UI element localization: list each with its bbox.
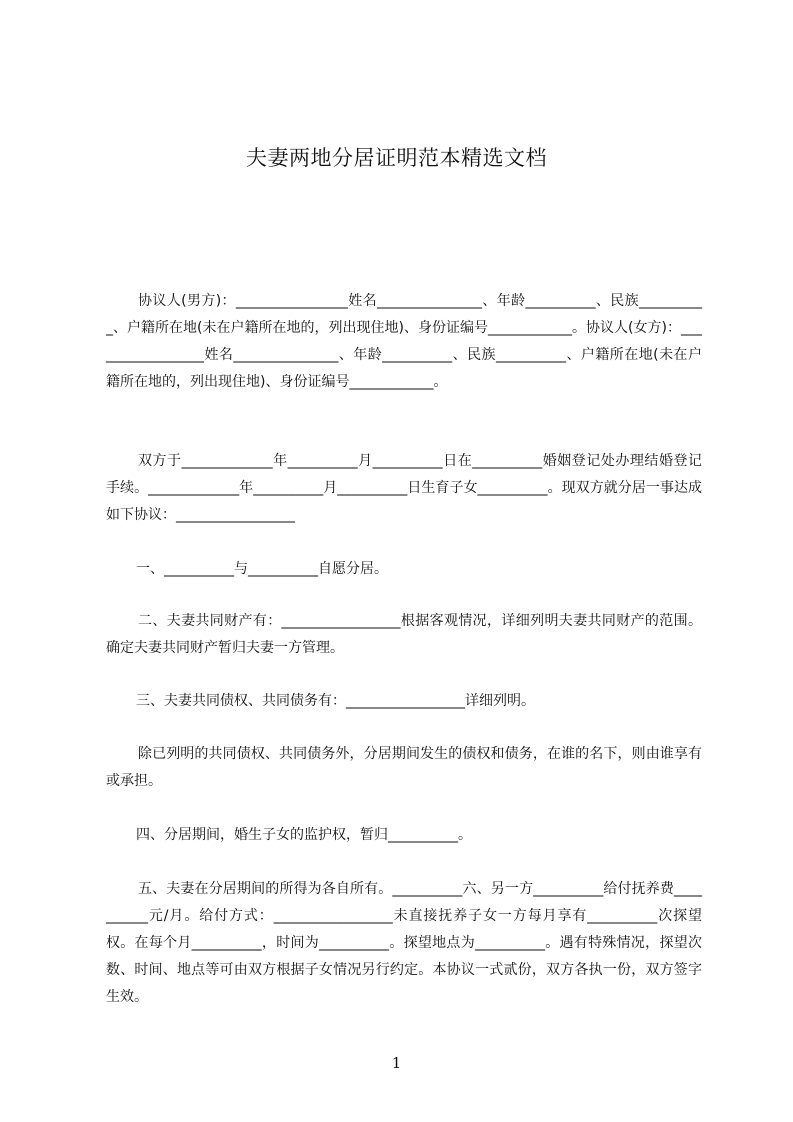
page-number: 1 bbox=[391, 1054, 402, 1072]
paragraph-clause-5: 五、夫妻在分居期间的所得为各自所有。__________六、另一方__________给付抚养费__________元/月。给付方式：_________________未直接抚养子女一方每月享有__________次探望权。在每个月__________，时间为__________。探望地点为__________。遇有特殊情况，探望次数、时间、地点等可由双方根据子女情况另行约定。本协议一式贰份，双方各执一份，双方签字生效。 bbox=[106, 881, 702, 1005]
paragraph-debts: 除已列明的共同债权、共同债务外，分居期间发生的债权和债务，在谁的名下，则由谁享有或承担。 bbox=[106, 746, 702, 789]
document-title: 夫妻两地分居证明范本精选文档 bbox=[246, 146, 547, 170]
paragraph-parties: 协议人(男方)：________________姓名_______________、年龄__________、民族__________、户籍所在地(未在户籍所在地的，列出现住地)、身份证编号____________。协议人(女方)：_________________姓名_______________、年龄__________、民族__________、户籍所在地(未在户籍所在地的，列出现住地)、身份证编号____________。 bbox=[106, 293, 702, 390]
paragraph-clause-4: 四、分居期间，婚生子女的监护权，暂归__________。 bbox=[136, 827, 472, 843]
paragraph-clause-3: 三、夫妻共同债权、共同债务有：_________________详细列明。 bbox=[136, 693, 535, 709]
paragraph-marriage-registration: 双方于_____________年__________月__________日在__________婚姻登记处办理结婚登记手续。_____________年__________月__________日生育子女__________。现双方就分居一事达成如下协议：_________________ bbox=[106, 453, 702, 523]
paragraph-clause-2: 二、夫妻共同财产有：_________________根据客观情况，详细列明夫妻共同财产的范围。确定夫妻共同财产暂归夫妻一方管理。 bbox=[106, 613, 702, 656]
paragraph-clause-1: 一、__________与__________自愿分居。 bbox=[136, 561, 388, 577]
